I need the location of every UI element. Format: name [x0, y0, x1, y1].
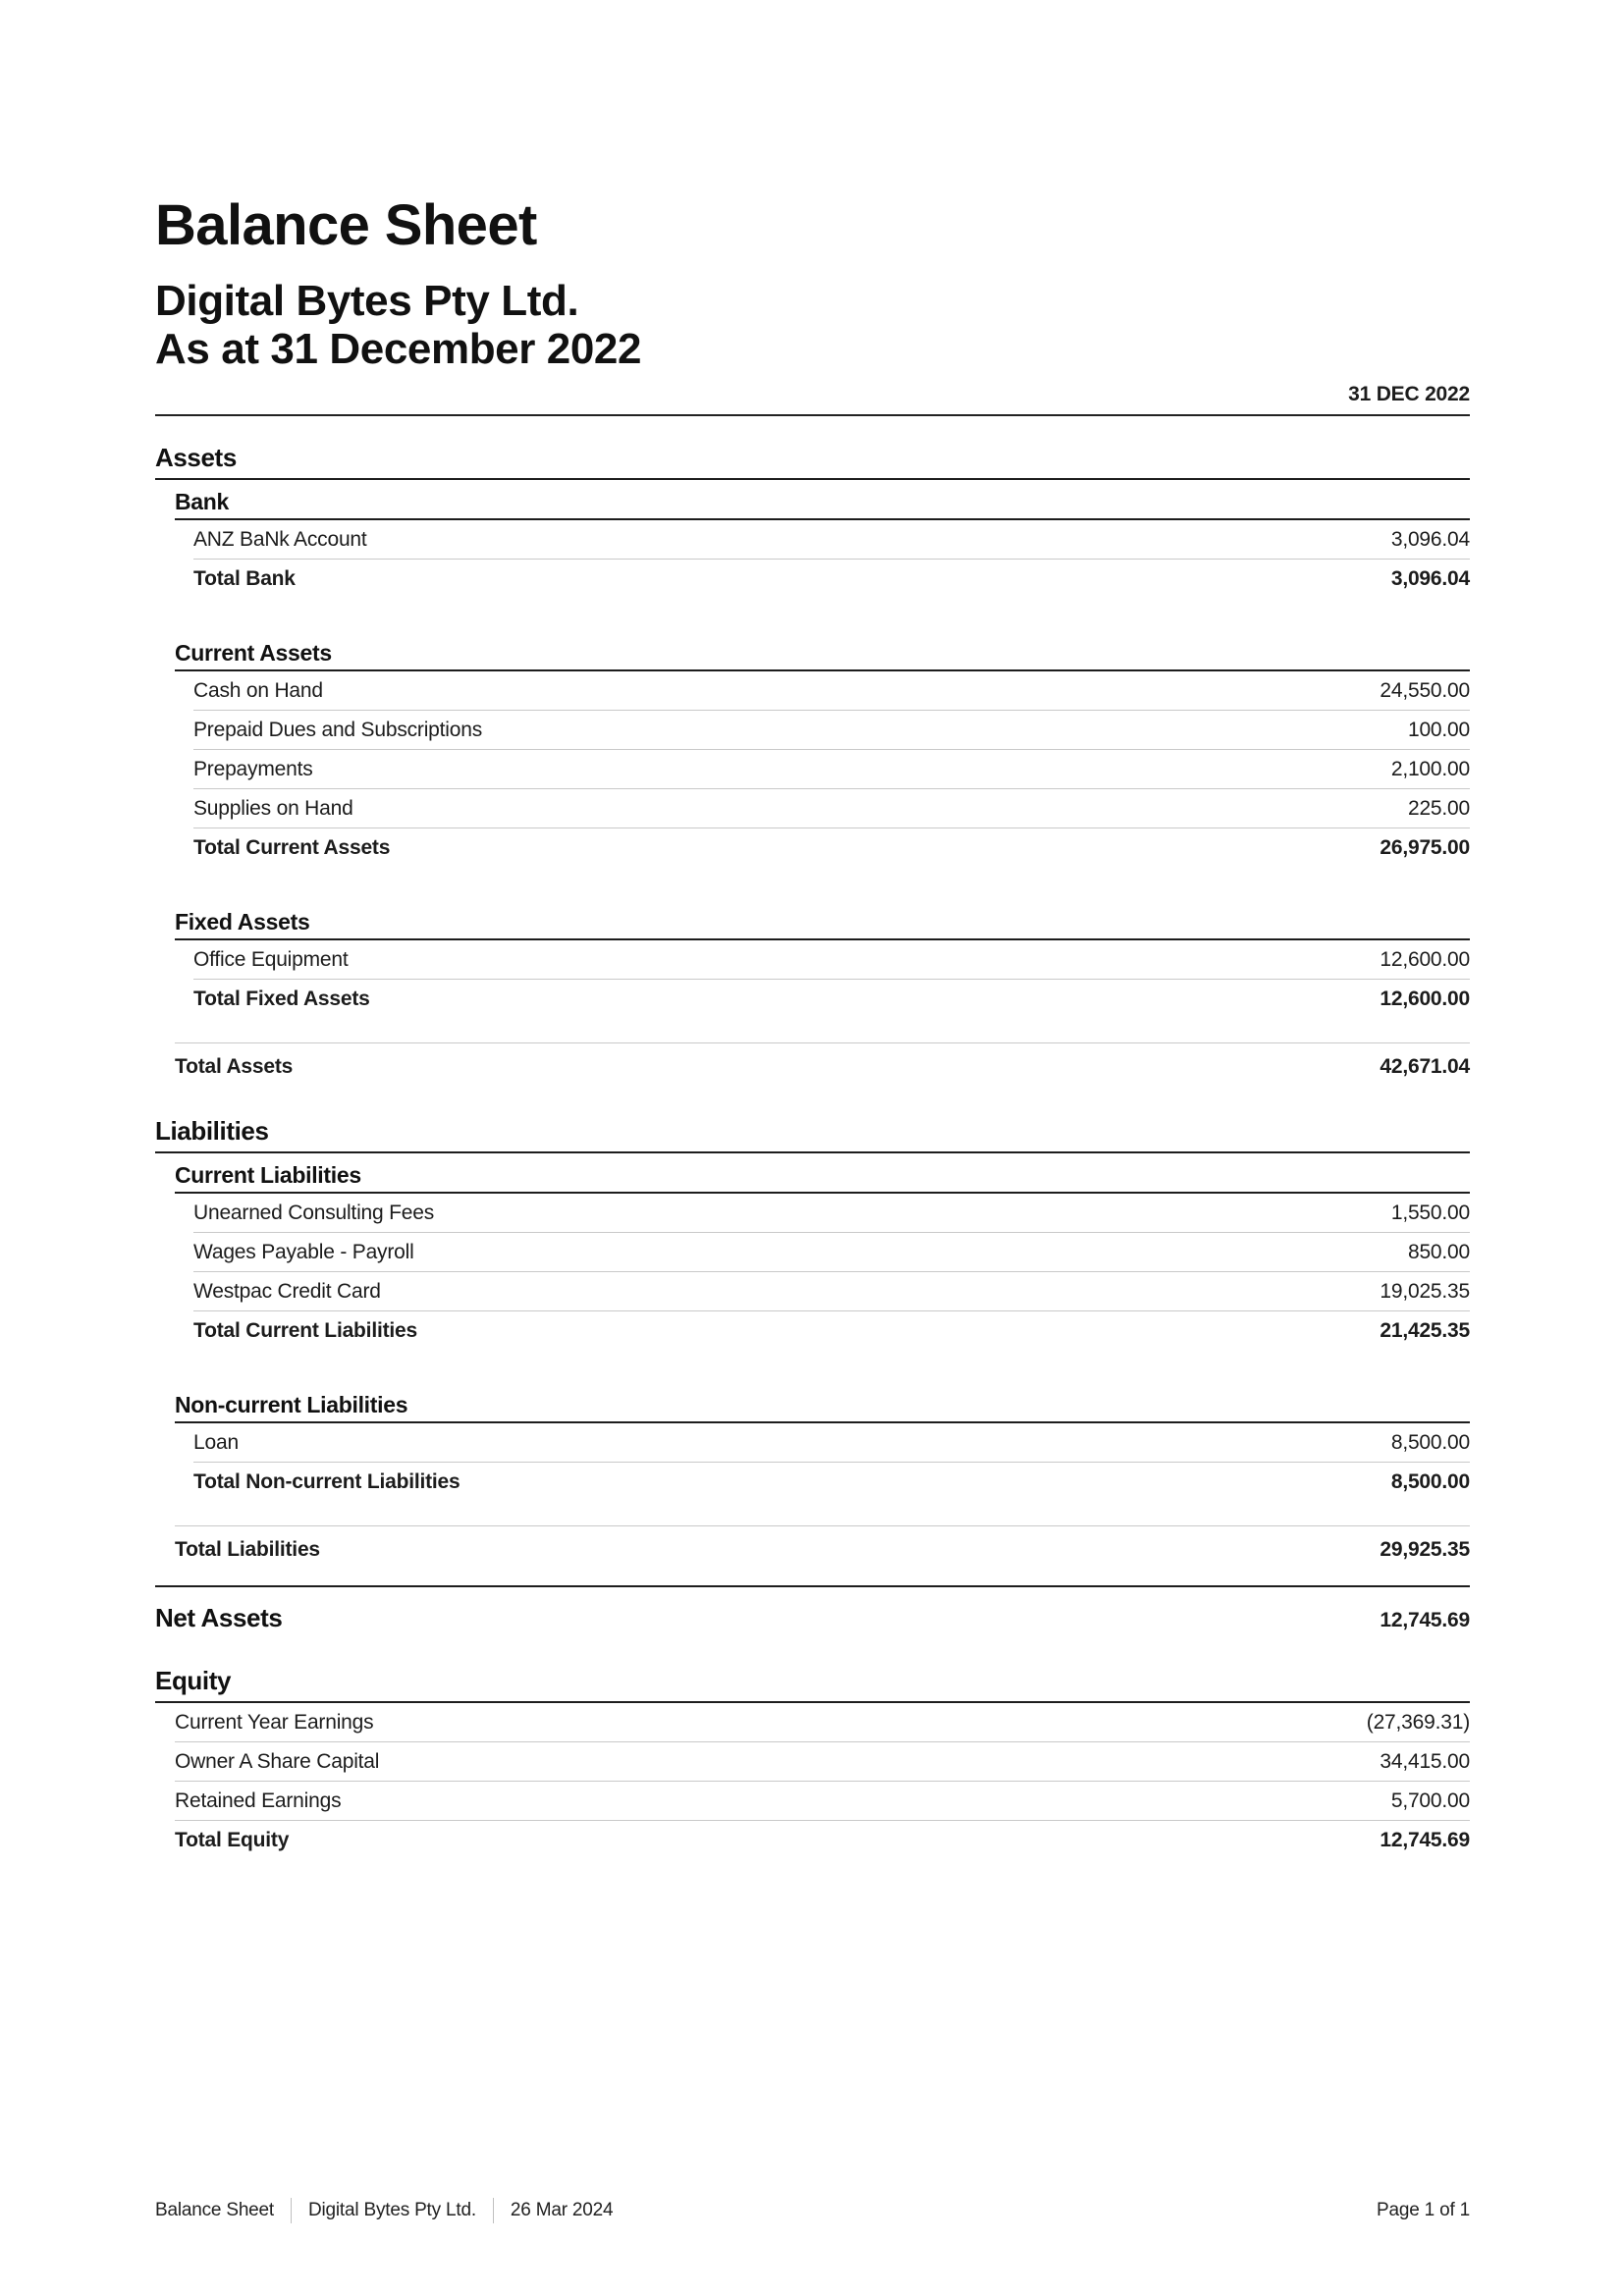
footer-date: 26 Mar 2024: [510, 2200, 614, 2220]
account-name: Loan: [193, 1431, 239, 1454]
account-name: Prepaid Dues and Subscriptions: [193, 719, 483, 741]
noncurrent-liabilities-group-heading: Non-current Liabilities: [175, 1393, 1470, 1423]
account-name: ANZ BaNk Account: [193, 528, 367, 551]
account-value: 3,096.04: [1390, 528, 1470, 551]
footer-report-name: Balance Sheet: [155, 2200, 274, 2220]
account-row: [193, 1423, 1470, 1463]
net-assets-label: Net Assets: [155, 1603, 283, 1632]
account-value: 100.00: [1407, 719, 1470, 741]
account-name: Owner A Share Capital: [175, 1750, 380, 1773]
group-total-value: 3,096.04: [1390, 567, 1470, 590]
report-subtitle-block: [155, 277, 1470, 373]
group-total-label: Total Fixed Assets: [193, 988, 370, 1010]
footer-page-number: Page 1 of 1: [1377, 2200, 1470, 2220]
account-row: [175, 1782, 1470, 1821]
account-value: 225.00: [1407, 797, 1470, 820]
page-footer: [155, 2198, 1470, 2223]
current-assets-group-heading: Current Assets: [175, 641, 1470, 671]
liabilities-heading: Liabilities: [155, 1117, 1470, 1153]
account-row: [175, 1742, 1470, 1782]
assets-heading: Assets: [155, 444, 1470, 480]
section-liabilities: [155, 1117, 1470, 1561]
account-row: [193, 1272, 1470, 1311]
group-bank: [175, 490, 1470, 598]
account-name: Prepayments: [193, 758, 313, 780]
account-name: Office Equipment: [193, 948, 349, 971]
group-current-liabilities: [175, 1163, 1470, 1350]
group-total-label: Total Bank: [193, 567, 296, 590]
total-liabilities-value: 29,925.35: [1380, 1538, 1470, 1561]
group-fixed-assets: [175, 910, 1470, 1018]
account-value: 1,550.00: [1390, 1201, 1470, 1224]
footer-company-name: Digital Bytes Pty Ltd.: [308, 2200, 476, 2220]
account-name: Wages Payable - Payroll: [193, 1241, 414, 1263]
account-row: [193, 1194, 1470, 1233]
total-assets-value: 42,671.04: [1380, 1055, 1470, 1078]
group-total-row: [193, 1311, 1470, 1350]
report-title: Balance Sheet: [155, 193, 537, 257]
group-total-label: Total Non-current Liabilities: [193, 1470, 460, 1493]
balance-sheet-document: [155, 0, 1470, 2296]
account-name: Supplies on Hand: [193, 797, 353, 820]
account-row: [193, 671, 1470, 711]
current-liabilities-group-heading: Current Liabilities: [175, 1163, 1470, 1194]
fixed-assets-group-heading: Fixed Assets: [175, 910, 1470, 940]
group-total-value: 8,500.00: [1390, 1470, 1470, 1493]
total-equity-row: [175, 1821, 1470, 1859]
account-row: [193, 750, 1470, 789]
account-name: Retained Earnings: [175, 1789, 342, 1812]
account-value: 5,700.00: [1390, 1789, 1470, 1812]
account-name: Cash on Hand: [193, 679, 323, 702]
bank-group-heading: Bank: [175, 490, 1470, 520]
footer-separator: [291, 2198, 292, 2223]
account-value: 12,600.00: [1380, 948, 1470, 971]
account-row: [193, 520, 1470, 560]
group-total-value: 21,425.35: [1380, 1319, 1470, 1342]
account-value: 8,500.00: [1390, 1431, 1470, 1454]
footer-left: [155, 2198, 613, 2223]
account-value: 19,025.35: [1380, 1280, 1470, 1303]
net-assets-row: [155, 1585, 1470, 1633]
account-name: Current Year Earnings: [175, 1711, 374, 1734]
equity-heading: Equity: [155, 1667, 1470, 1703]
account-name: Unearned Consulting Fees: [193, 1201, 435, 1224]
group-total-row: [193, 560, 1470, 598]
section-equity: [155, 1667, 1470, 1859]
total-equity-label: Total Equity: [175, 1829, 290, 1851]
account-row: [193, 789, 1470, 828]
total-assets-row: [175, 1042, 1470, 1078]
group-total-label: Total Current Liabilities: [193, 1319, 417, 1342]
account-name: Westpac Credit Card: [193, 1280, 381, 1303]
group-total-row: [193, 828, 1470, 867]
total-liabilities-row: [175, 1525, 1470, 1561]
group-total-label: Total Current Assets: [193, 836, 391, 859]
group-current-assets: [175, 641, 1470, 867]
group-total-value: 26,975.00: [1380, 836, 1470, 859]
group-total-row: [193, 1463, 1470, 1501]
account-value: 34,415.00: [1380, 1750, 1470, 1773]
net-assets-value: 12,745.69: [1380, 1609, 1470, 1631]
account-value: (27,369.31): [1366, 1711, 1470, 1734]
account-value: 850.00: [1407, 1241, 1470, 1263]
report-period: As at 31 December 2022: [155, 325, 642, 373]
account-row: [175, 1703, 1470, 1742]
group-noncurrent-liabilities: [175, 1393, 1470, 1501]
account-row: [193, 940, 1470, 980]
footer-separator: [493, 2198, 494, 2223]
account-row: [193, 1233, 1470, 1272]
group-total-value: 12,600.00: [1380, 988, 1470, 1010]
group-total-row: [193, 980, 1470, 1018]
account-value: 24,550.00: [1380, 679, 1470, 702]
equity-rows: [175, 1703, 1470, 1859]
company-name: Digital Bytes Pty Ltd.: [155, 277, 579, 325]
section-assets: [155, 444, 1470, 1078]
total-liabilities-label: Total Liabilities: [175, 1538, 320, 1561]
account-value: 2,100.00: [1390, 758, 1470, 780]
date-column-header: 31 DEC 2022: [155, 383, 1470, 416]
total-equity-value: 12,745.69: [1380, 1829, 1470, 1851]
account-row: [193, 711, 1470, 750]
total-assets-label: Total Assets: [175, 1055, 294, 1078]
